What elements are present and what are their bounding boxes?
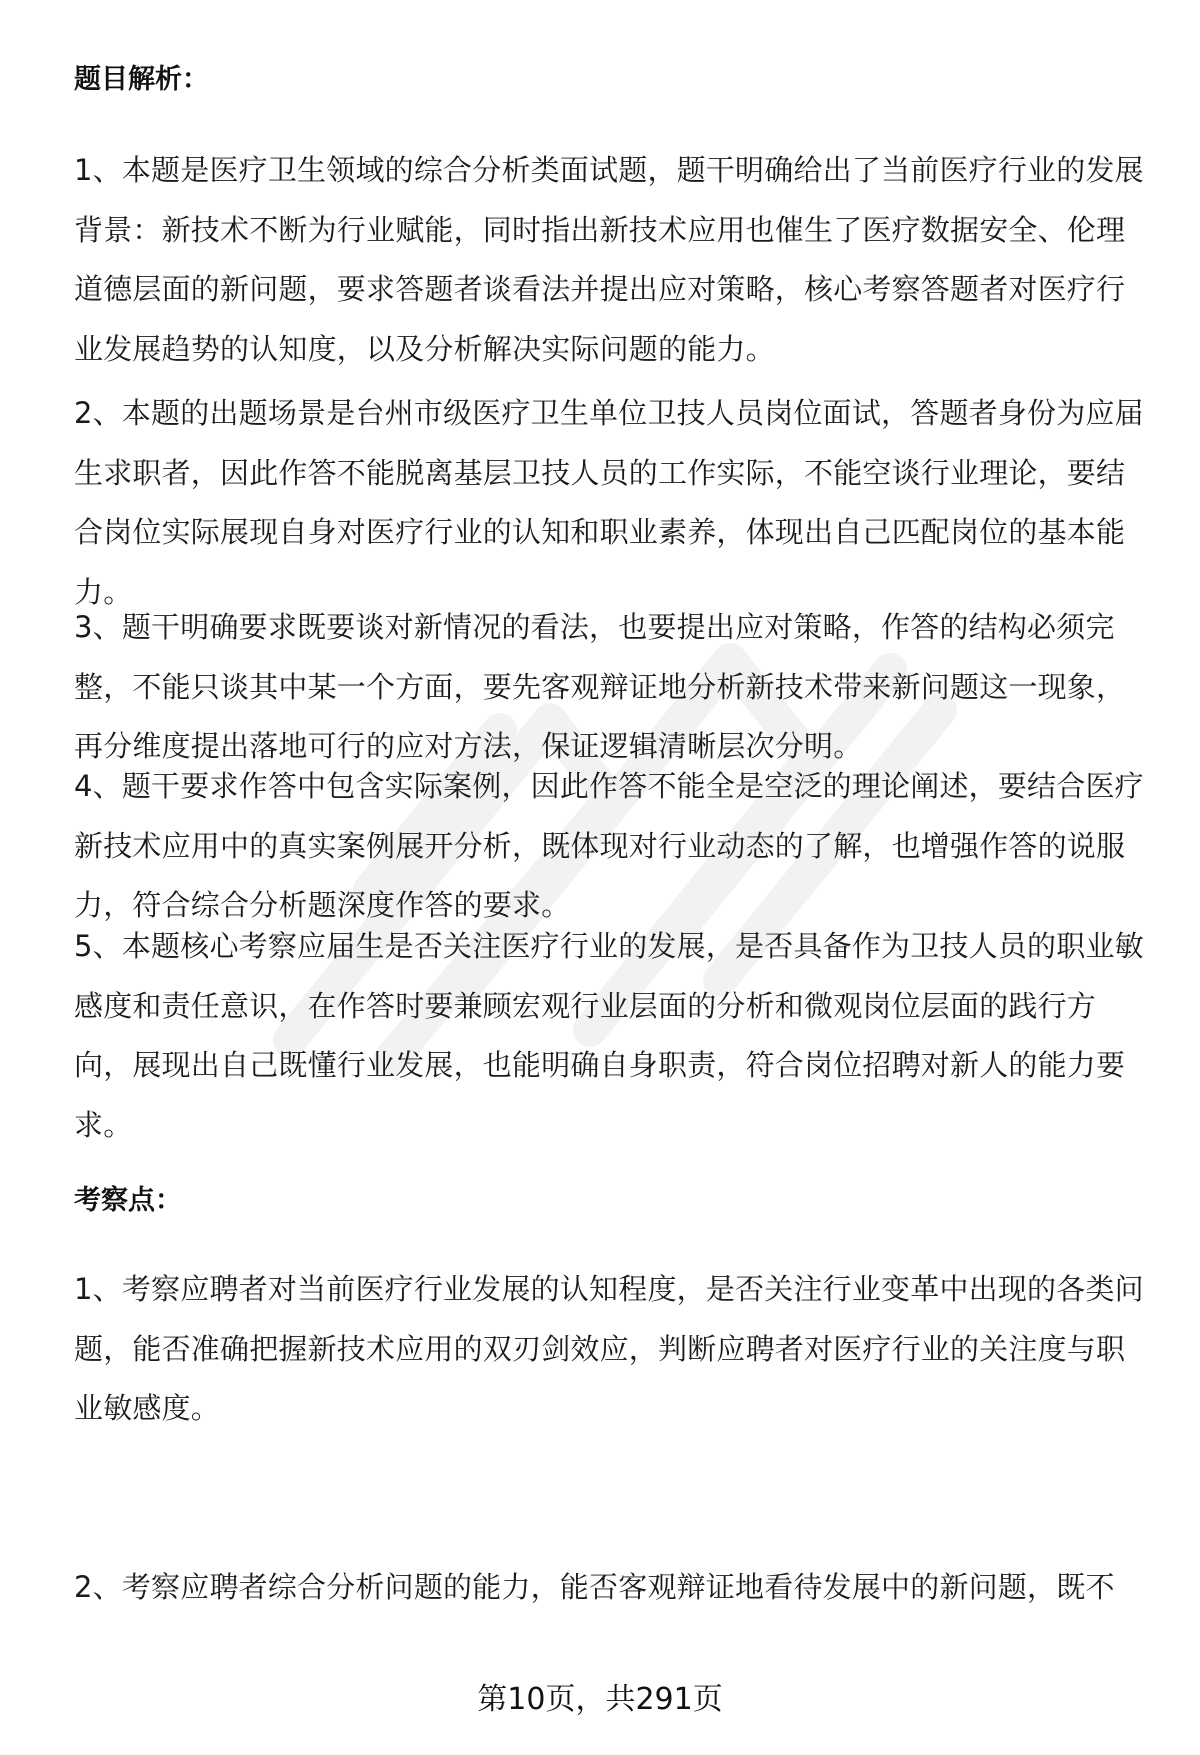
analysis-paragraph-3: 3、题干明确要求既要谈对新情况的看法，也要提出应对策略，作答的结构必须完整，不能只谈其中某一个方面，要先客观辩证地分析新技术带来新问题这一现象，再分维度提出落地可行的应对方法，保证逻辑清晰层次分明。 — [74, 610, 1126, 763]
analysis-paragraph-1: 1、本题是医疗卫生领域的综合分析类面试题，题干明确给出了当前医疗行业的发展背景：新技术不断为行业赋能，同时指出新技术应用也催生了医疗数据安全、伦理道德层面的新问题，要求答题者谈看法并提出应对策略，核心考察答题者对医疗行业发展趋势的认知度，以及分析解决实际问题的能力。 — [74, 153, 1144, 366]
analysis-heading: 题目解析： — [74, 64, 209, 95]
points-paragraph-1: 1、考察应聘者对当前医疗行业发展的认知程度，是否关注行业变革中出现的各类问题，能否准确把握新技术应用的双刃剑效应，判断应聘者对医疗行业的关注度与职业敏感度。 — [74, 1272, 1144, 1425]
points-paragraph-2: 2、考察应聘者综合分析问题的能力，能否客观辩证地看待发展中的新问题，既不 — [74, 1570, 1115, 1604]
analysis-paragraph-4: 4、题干要求作答中包含实际案例，因此作答不能全是空泛的理论阐述，要结合医疗新技术应用中的真实案例展开分析，既体现对行业动态的了解，也增强作答的说服力，符合综合分析题深度作答的要求。 — [74, 769, 1144, 922]
points-heading: 考察点： — [74, 1185, 182, 1216]
analysis-paragraph-2: 2、本题的出题场景是台州市级医疗卫生单位卫技人员岗位面试，答题者身份为应届生求职者，因此作答不能脱离基层卫技人员的工作实际，不能空谈行业理论，要结合岗位实际展现自身对医疗行业的认知和职业素养，体现出自己匹配岗位的基本能力。 — [74, 396, 1144, 609]
analysis-paragraph-5: 5、本题核心考察应届生是否关注医疗行业的发展，是否具备作为卫技人员的职业敏感度和责任意识，在作答时要兼顾宏观行业层面的分析和微观岗位层面的践行方向，展现出自己既懂行业发展，也能明确自身职责，符合岗位招聘对新人的能力要求。 — [74, 929, 1144, 1142]
page-number: 第10页，共291页 — [477, 1682, 723, 1717]
